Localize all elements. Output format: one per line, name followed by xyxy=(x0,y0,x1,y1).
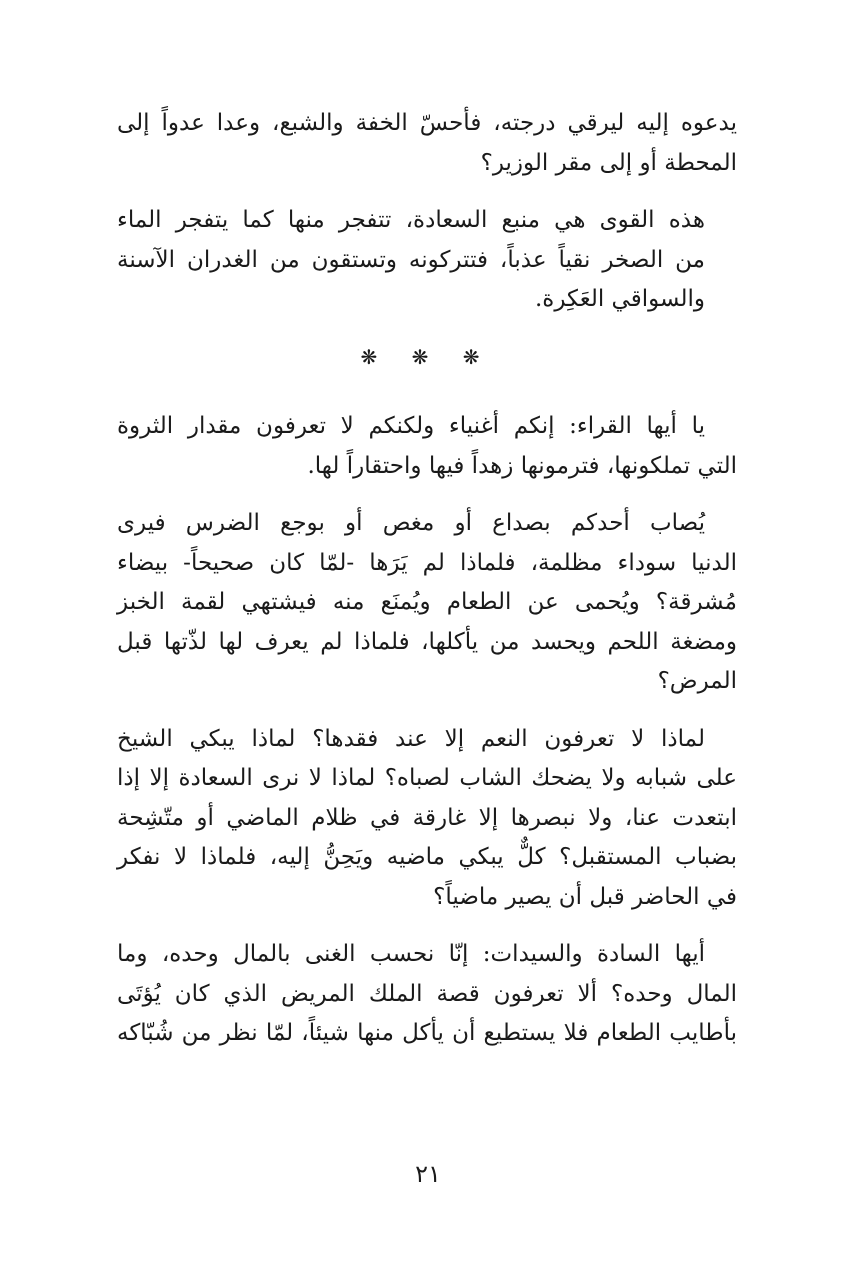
text-line: ومضغة اللحم ويحسد من يأكلها، فلماذا لم يعرف لها لذّتها قبل xyxy=(117,628,737,655)
text-line: يا أيها القراء: إنكم أغنياء ولكنكم لا تعرفون مقدار الثروة xyxy=(117,413,705,439)
text-line: الدنيا سوداء مظلمة، فلماذا لم يَرَها -لمّا كان صحيحاً- بيضاء xyxy=(117,549,737,576)
text-line: يدعوه إليه ليرقي درجته، فأحسّ الخفة والشبع، وعدا عدواً إلى xyxy=(117,110,737,136)
text-line: يُصاب أحدكم بصداع أو مغص أو بوجع الضرس فيرى xyxy=(117,510,705,536)
page-number: ٢١ xyxy=(415,1160,441,1188)
text-line: بضباب المستقبل؟ كلٌّ يبكي ماضيه ويَحِنُّ إليه، فلماذا لا نفكر xyxy=(117,844,738,870)
text-line: ابتعدت عنا، ولا نبصرها إلا غارقة في ظلام الماضي أو متّشِحة xyxy=(117,804,737,831)
paragraph-3 xyxy=(117,407,737,486)
text-line: المال وحده؟ ألا تعرفون قصة الملك المريض الذي كان يُؤتَى xyxy=(117,980,737,1007)
page-body xyxy=(117,104,737,1072)
text-line: بأطايب الطعام فلا يستطيع أن يأكل منها شيئاً، لمّا نظر من شُبّاكه xyxy=(117,1020,737,1046)
text-line: هذه القوى هي منبع السعادة، تتفجر منها كما يتفجر الماء xyxy=(117,207,705,233)
paragraph-1 xyxy=(117,104,737,183)
text-line: المحطة أو إلى مقر الوزير؟ xyxy=(480,149,737,176)
text-line: أيها السادة والسيدات: إنّا نحسب الغنى بالمال وحده، وما xyxy=(117,941,705,967)
text-line: لماذا لا تعرفون النعم إلا عند فقدها؟ لماذا يبكي الشيخ xyxy=(117,725,705,752)
text-line: في الحاضر قبل أن يصير ماضياً؟ xyxy=(433,883,737,910)
text-line: التي تملكونها، فترمونها زهداً فيها واحتقاراً لها. xyxy=(307,452,737,479)
paragraph-2 xyxy=(117,201,737,320)
paragraph-5 xyxy=(117,720,737,918)
paragraph-6 xyxy=(117,935,737,1054)
text-line: على شبابه ولا يضحك الشاب لصباه؟ لماذا لا نرى السعادة إلا إذا xyxy=(117,765,737,791)
paragraph-4 xyxy=(117,504,737,702)
text-line: المرض؟ xyxy=(657,668,737,694)
section-separator: ❋ ❋ ❋ xyxy=(360,344,494,369)
text-line: والسواقي العَكِرة. xyxy=(534,286,705,312)
text-line: من الصخر نقياً عذباً، فتتركونه وتستقون من الغدران الآسنة xyxy=(117,246,705,273)
text-line: مُشرقة؟ ويُحمى عن الطعام ويُمنَع منه فيشتهي لقمة الخبز xyxy=(117,589,737,615)
